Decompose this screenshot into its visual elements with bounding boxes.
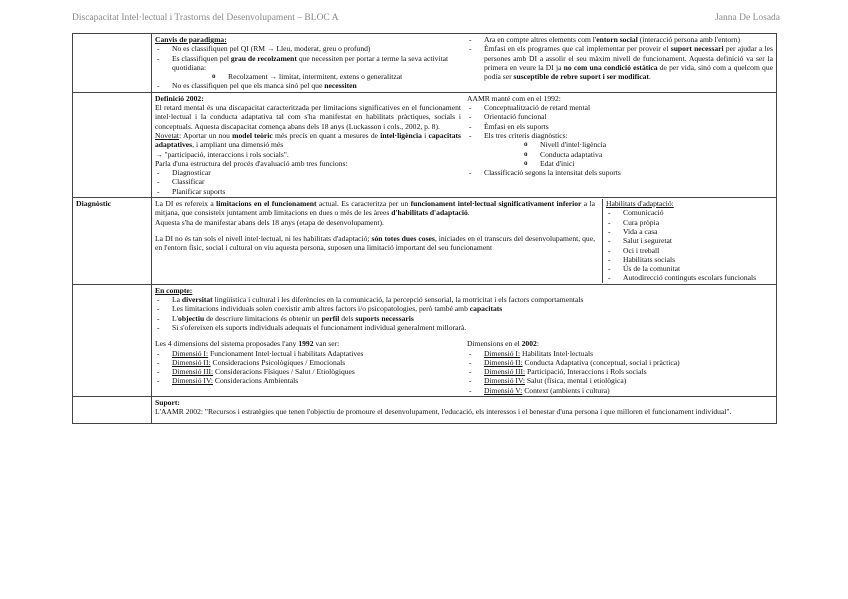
list-item: - Vida a casa — [606, 227, 776, 236]
list-item: - Ara en compte altres elements com l'entorn social (interacció persona amb l'entorn) — [467, 35, 773, 44]
diagnostic-cell — [152, 198, 777, 285]
document-header-title: Discapacitat Intel·lectual i Trastorns del Desenvolupament – BLOC A — [72, 13, 339, 23]
list-item: - Comunicació — [606, 208, 776, 217]
parla-text: Parla d'una estructura del procés d'avaluació amb tres funcions: — [155, 158, 348, 168]
list-item: - Èmfasi en els suports — [467, 122, 773, 131]
suport-title: Suport: — [155, 397, 180, 407]
habilitats-title: Habilitats d'adaptació: — [606, 199, 674, 209]
list-item: - Dimensió I: Funcionament Intel·lectual i habilitats Adaptatives — [155, 349, 461, 358]
definicio-title: Definició 2002: — [155, 93, 204, 103]
row-label-empty — [73, 34, 152, 93]
list-item: - La diversitat lingüística i cultural i les diferències en la comunicació, la percepció sensorial, la motricitat i els factors comportamentals — [155, 295, 773, 304]
dimensions-2002-title: Dimensions en el 2002: — [467, 339, 539, 349]
list-item: - Les limitacions individuals solen coexistir amb altres factors i/o psicopatologies, però també amb capacitats — [155, 304, 773, 313]
encompte-cell — [152, 284, 777, 396]
list-item: - Oci i treball — [606, 246, 776, 255]
list-item: - Dimensió III: Participació, Interaccions i Rols socials — [467, 367, 773, 376]
document-header-author: Janna De Losada — [715, 13, 780, 23]
canvis-cell — [152, 34, 777, 93]
list-item: - No es classifiquen pel que els manca sinó pel que necessiten — [155, 81, 461, 90]
list-item: o Nivell d'intel·ligència — [524, 140, 773, 149]
table-row-canvis — [73, 34, 777, 93]
dimensions-1992-title: Les 4 dimensions del sistema proposades l'any 1992 van ser: — [155, 339, 340, 349]
encompte-title: En compte: — [155, 285, 193, 295]
diagnostic-paragraph-2: Aquesta s'ha de manifestar abans dels 18 anys (etapa de desenvolupament). — [155, 217, 384, 227]
suport-text: L'AAMR 2002: "Recursos i estratègies que tenen l'objectiu de promoure el desenvolupament, l'educació, els interessos i el benestar d'una persona i que milloren el funcionament individual". — [155, 407, 732, 417]
list-item: - Si s'ofereixen els suports individuals adequats el funcionament individual generalment millorarà. — [155, 323, 773, 332]
table-row-encompte — [73, 284, 777, 396]
diagnostic-paragraph-3: La DI no és tan sols el nivell intel·lectual, ni les habilitats d'adaptació; són totes dues coses, iniciades en el transcurs del desenvolupament, que, en l'entorn físic, social i cultural on viu aquesta persona, suposen una limitació important del seu funcionament — [155, 233, 595, 253]
list-item: - Habilitats socials — [606, 255, 776, 264]
list-item: - Cura pròpia — [606, 218, 776, 227]
suport-cell — [152, 396, 777, 423]
list-item: - Dimensió II: Consideracions Psicològiques / Emocionals — [155, 358, 461, 367]
list-item: - Dimensió IV: Salut (física, mental i etiològica) — [467, 376, 773, 385]
list-item: - Conceptualització de retard mental — [467, 103, 773, 112]
dimensions-1992 — [155, 339, 461, 395]
list-item: - Els tres criteris diagnòstics: o Nivell d'intel·ligència o Conducta adaptativa o Edat d'inici — [467, 131, 773, 168]
row-label-empty — [73, 396, 152, 423]
row-label-empty — [73, 92, 152, 197]
novetat-continuation: → "participació, interaccions i rols socials". — [155, 149, 289, 159]
aamr-title: AAMR manté com en el 1992: — [467, 93, 561, 103]
list-item: - Planificar suports — [155, 187, 461, 196]
habilitats-list — [606, 208, 776, 282]
canvis-title: Canvis de paradigma: — [155, 35, 227, 44]
list-item: o Conducta adaptativa — [524, 150, 773, 159]
list-item: - Dimensió III: Consideracions Físiques / Salut / Etiològiques — [155, 367, 461, 376]
row-label-diagnostic: Diagnòstic — [73, 198, 152, 285]
list-item: - Diagnosticar — [155, 168, 461, 177]
table-row-suport — [73, 396, 777, 423]
list-item: - Classificar — [155, 177, 461, 186]
list-item: - Orientació funcional — [467, 112, 773, 121]
definicio-left — [155, 94, 461, 196]
diagnostic-paragraph-1: La DI es refereix a limitacions en el funcionament actual. Es caracteritza per un funcionament intel·lectual significativament inferior a la mitjana, que consisteix juntament amb limitacions en dues o més de les àrees d'habilitats d'adaptació. — [155, 199, 595, 218]
table-row-diagnostic — [73, 198, 777, 285]
list-item: - Es classifiquen pel grau de recolzament que necessiten per portar a terme la seva activitat quotidiana: o Recolzament → limitat, intermitent, extens o generalitzat — [155, 54, 461, 82]
list-item: - Autodirecció continguts escolars funcionals — [606, 273, 776, 282]
dimensions-2002 — [461, 339, 773, 395]
definicio-text: El retard mental és una discapacitat caracteritzada per limitacions significatives en el funcionament intel·lectual i la conducta adaptativa tal com s'ha manifestat en habilitats pràctiques, socials i conceptuals. Aquesta discapacitat comença abans dels 18 anys (Luckasson i cols., 2002, p. 8). — [155, 103, 461, 131]
row-label-empty — [73, 284, 152, 396]
novetat-text: Novetat: Aportar un nou model teòric més precís en quant a mesures de intel·ligència i capacitats adaptatives, i ampliant una dimensió més — [155, 130, 461, 150]
list-item: - Ús de la comunitat — [606, 264, 776, 273]
list-item: o Edat d'inici — [524, 159, 773, 168]
habilitats-panel — [602, 199, 776, 283]
list-item: o Recolzament → limitat, intermitent, extens o generalitzat — [212, 72, 461, 81]
definicio-right — [461, 94, 773, 196]
canvis-left — [155, 35, 461, 91]
encompte-list — [155, 295, 773, 332]
list-item: - Dimensió II: Conducta Adaptativa (conceptual, social i pràctica) — [467, 358, 773, 367]
aamr-list — [467, 103, 773, 177]
table-row-definicio — [73, 92, 777, 197]
funcions-list — [155, 168, 461, 196]
list-item: - Classificació segons la intensitat dels suports — [467, 168, 773, 177]
list-item: - Salut i seguretat — [606, 236, 776, 245]
list-item: - Dimensió I: Habilitats Intel·lectuals — [467, 349, 773, 358]
diagnostic-main — [155, 199, 598, 283]
definicio-cell — [152, 92, 777, 197]
list-item: - No es classifiquen pel QI (RM → Lleu, moderat, greu o profund) — [155, 44, 461, 53]
list-item: - L'objectiu de descriure limitacions és obtenir un perfil dels suports necessaris — [155, 314, 773, 323]
list-item: - Dimensió V: Context (ambients i cultura) — [467, 386, 773, 395]
list-item: - Èmfasi en els programes que cal implementar per proveir el suport necessari per ajudar a les persones amb DI a assolir el seu màxim nivell de funcionament. Aquesta definició va ser la primera en veure la DI ja no com una condició estàtica de per vida, sinó com a quelcom que podia ser susceptible de rebre suport i ser modificat. — [467, 44, 773, 81]
canvis-right — [461, 35, 773, 91]
content-table — [72, 33, 777, 424]
list-item: - Dimensió IV: Consideracions Ambientals — [155, 376, 461, 385]
